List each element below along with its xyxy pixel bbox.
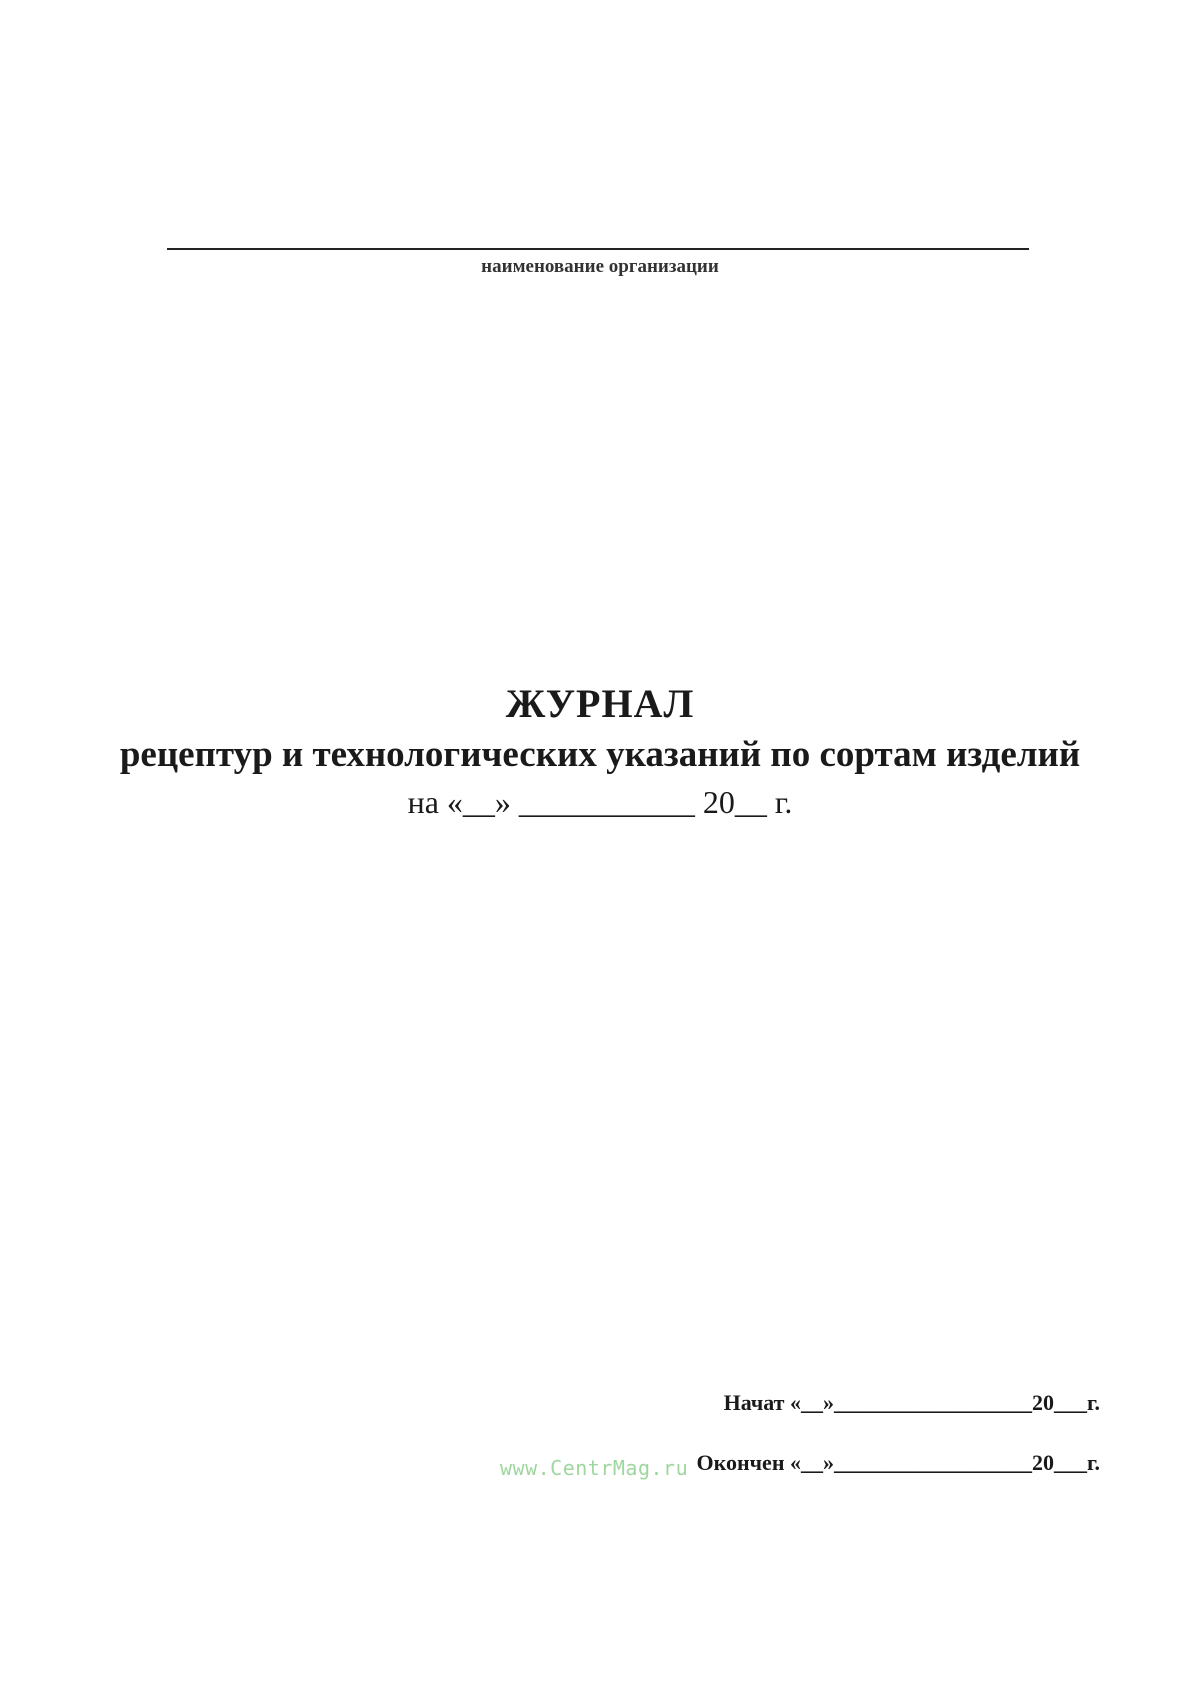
organization-caption <box>0 256 1200 278</box>
finished-date-line: Окончен «__»__________________20___г. <box>696 1450 1100 1475</box>
document-title: ЖУРНАЛ <box>505 681 695 726</box>
watermark: www.CentrMag.ru <box>500 1456 689 1480</box>
started-date-line: Начат «__»__________________20___г. <box>723 1390 1100 1415</box>
organization-caption-text: наименование организации <box>481 256 719 277</box>
document-subtitle: рецептур и технологических указаний по сортам изделий <box>119 734 1081 775</box>
document-date-line: на «__» ___________ 20__ г. <box>407 784 793 820</box>
organization-name-line <box>167 248 1029 250</box>
